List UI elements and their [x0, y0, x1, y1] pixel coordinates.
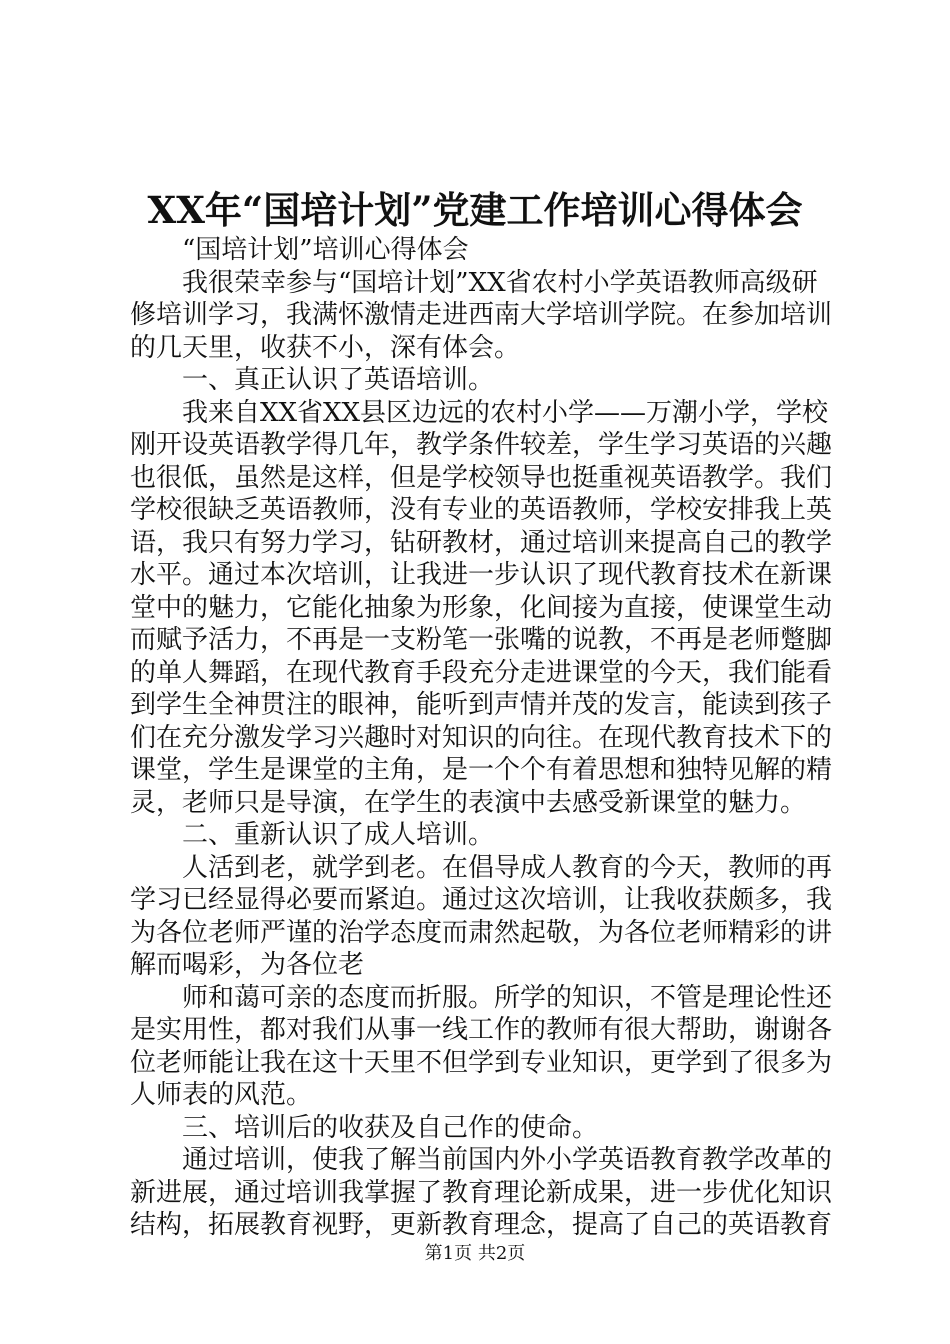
paragraph-line: 修培训学习，我满怀激情走进西南大学培训学院。在参加培训	[130, 300, 833, 330]
paragraph-line: 而赋予活力，不再是一支粉笔一张嘴的说教，不再是老师蹩脚	[130, 625, 833, 655]
subtitle-line: “国培计划”培训心得体会	[182, 235, 469, 265]
page-footer: 第1页 共2页	[424, 1243, 526, 1264]
paragraph-line: 堂中的魅力，它能化抽象为形象，化间接为直接，使课堂生动	[130, 592, 833, 623]
paragraph-line: 结构，拓展教育视野，更新教育理念，提高了自己的英语教育	[130, 1210, 833, 1240]
paragraph-line: 人活到老，就学到老。在倡导成人教育的今天，教师的再	[182, 852, 833, 883]
section-heading: 三、培训后的收获及自己作的使命。	[182, 1112, 599, 1143]
paragraph-line: 是实用性，都对我们从事一线工作的教师有很大帮助，谢谢各	[130, 1015, 833, 1045]
paragraph-line: 我来自XX省XX县区边远的农村小学——万潮小学，学校	[182, 397, 829, 428]
paragraph-line: 语，我只有努力学习，钻研教材，通过培训来提高自己的教学	[130, 527, 833, 558]
document-title: XX年“国培计划”党建工作培训心得体会	[147, 188, 803, 232]
paragraph-line: 也很低，虽然是这样，但是学校领导也挺重视英语教学。我们	[130, 462, 833, 493]
section-heading: 一、真正认识了英语培训。	[182, 365, 495, 395]
section-heading: 二、重新认识了成人培训。	[182, 820, 495, 850]
paragraph-line: 的单人舞蹈，在现代教育手段充分走进课堂的今天，我们能看	[130, 657, 833, 688]
paragraph-line: 刚开设英语教学得几年，教学条件较差，学生学习英语的兴趣	[130, 430, 833, 460]
paragraph-line: 的几天里，收获不小，深有体会。	[130, 332, 521, 363]
paragraph-line: 我很荣幸参与“国培计划”XX省农村小学英语教师高级研	[182, 267, 818, 298]
paragraph-line: 学习已经显得必要而紧迫。通过这次培训，让我收获颇多，我	[130, 885, 833, 915]
paragraph-line: 水平。通过本次培训，让我进一步认识了现代教育技术在新课	[130, 560, 833, 590]
paragraph-line: 学校很缺乏英语教师，没有专业的英语教师，学校安排我上英	[130, 495, 833, 525]
paragraph-line: 们在充分激发学习兴趣时对知识的向往。在现代教育技术下的	[130, 722, 833, 753]
paragraph-line: 解而喝彩，为各位老	[130, 950, 365, 980]
paragraph-line: 师和蔼可亲的态度而折服。所学的知识，不管是理论性还	[182, 982, 833, 1013]
paragraph-line: 位老师能让我在这十天里不但学到专业知识，更学到了很多为	[130, 1047, 833, 1078]
paragraph-line: 到学生全神贯注的眼神，能听到声情并茂的发言，能读到孩子	[130, 690, 833, 720]
document-body	[130, 234, 833, 1242]
paragraph-line: 人师表的风范。	[130, 1080, 313, 1110]
paragraph-line: 为各位老师严谨的治学态度而肃然起敬，为各位老师精彩的讲	[130, 917, 833, 948]
paragraph-line: 新进展，通过培训我掌握了教育理论新成果，进一步优化知识	[130, 1177, 833, 1208]
paragraph-line: 灵，老师只是导演，在学生的表演中去感受新课堂的魅力。	[130, 787, 807, 818]
paragraph-line: 课堂，学生是课堂的主角，是一个个有着思想和独特见解的精	[130, 755, 833, 785]
paragraph-line: 通过培训，使我了解当前国内外小学英语教育教学改革的	[182, 1145, 833, 1175]
